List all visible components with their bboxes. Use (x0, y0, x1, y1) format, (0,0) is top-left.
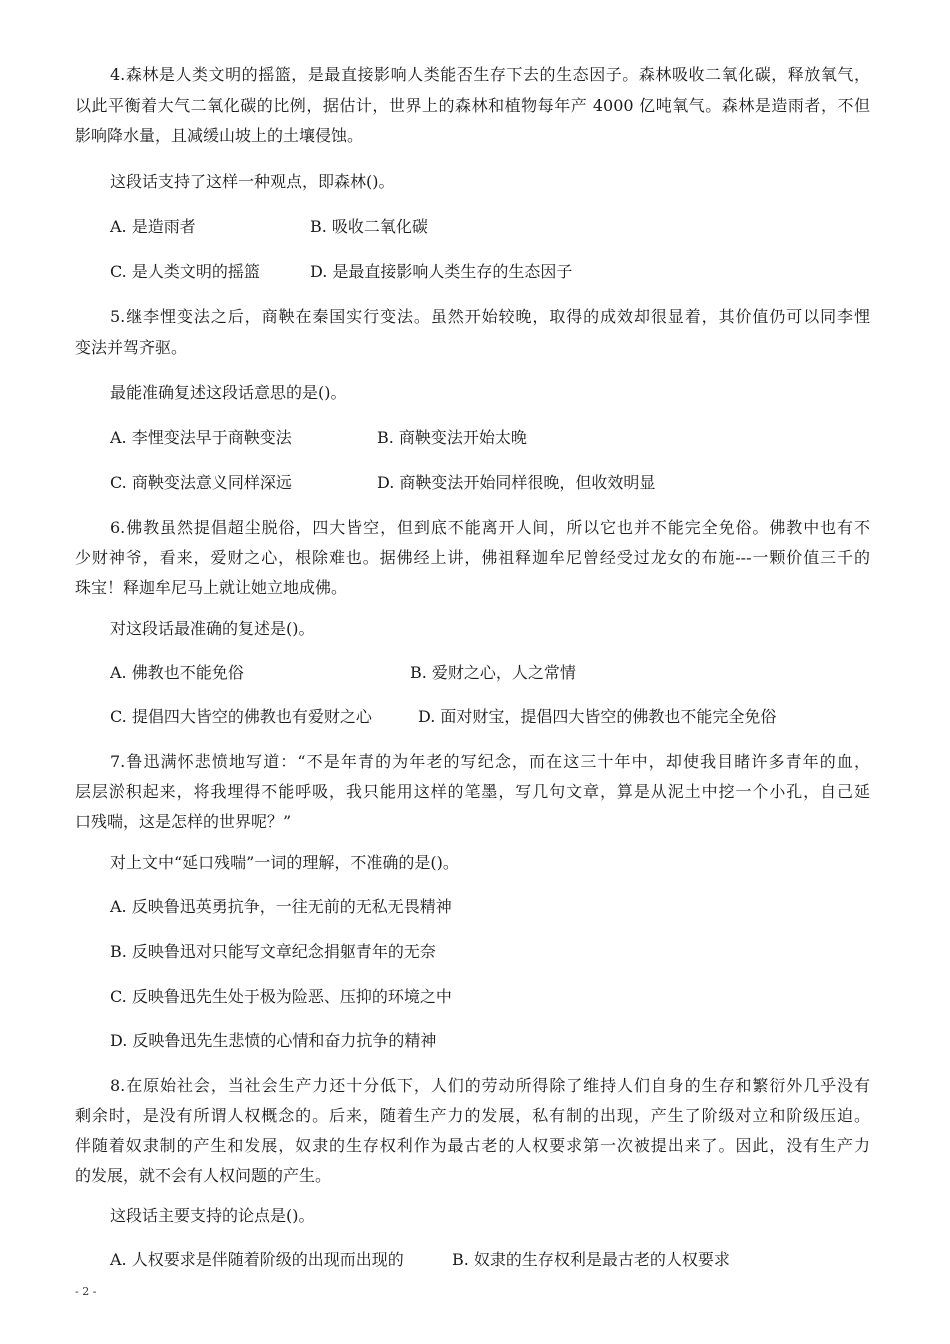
q6-prompt: 对这段话最准确的复述是()。 (110, 619, 315, 638)
q8-option-b: B. 奴隶的生存权利是最古老的人权要求 (452, 1250, 730, 1269)
q4-line-3: 影响降水量，且减缓山坡上的土壤侵蚀。 (75, 126, 364, 145)
q5-option-c: C. 商鞅变法意义同样深远 (110, 473, 292, 492)
q4-option-c: C. 是人类文明的摇篮 (110, 262, 260, 281)
q6-option-b: B. 爱财之心，人之常情 (410, 663, 576, 682)
q8-line-1: 8.在原始社会，当社会生产力还十分低下，人们的劳动所得除了维持人们自身的生存和繁衍外几乎没有 (110, 1076, 870, 1095)
q4-option-a: A. 是造雨者 (110, 217, 196, 236)
q5-line-2: 变法并驾齐驱。 (75, 338, 188, 357)
q6-line-3: 珠宝！释迦牟尼马上就让她立地成佛。 (75, 578, 348, 597)
q5-option-b: B. 商鞅变法开始太晚 (377, 428, 527, 447)
q6-option-d: D. 面对财宝，提倡四大皆空的佛教也不能完全免俗 (418, 707, 777, 726)
q5-prompt: 最能准确复述这段话意思的是()。 (110, 383, 347, 402)
q8-prompt: 这段话主要支持的论点是()。 (110, 1206, 315, 1225)
q6-option-c: C. 提倡四大皆空的佛教也有爱财之心 (110, 707, 372, 726)
q7-line-1: 7.鲁迅满怀悲愤地写道：“不是年青的为年老的写纪念，而在这三十年中，却使我目睹许多青年的血， (110, 752, 870, 771)
q8-option-a: A. 人权要求是伴随着阶级的出现而出现的 (110, 1250, 404, 1269)
q7-option-c: C. 反映鲁迅先生处于极为险恶、压抑的环境之中 (110, 987, 452, 1006)
q5-option-a: A. 李悝变法早于商鞅变法 (110, 428, 292, 447)
q4-option-d: D. 是最直接影响人类生存的生态因子 (310, 262, 573, 281)
q4-line-2: 以此平衡着大气二氧化碳的比例，据估计，世界上的森林和植物每年产 4000 亿吨氧气。森林是造雨者，不但 (75, 96, 870, 115)
q7-option-d: D. 反映鲁迅先生悲愤的心情和奋力抗争的精神 (110, 1031, 437, 1050)
q7-line-2: 层层淤积起来，将我埋得不能呼吸，我只能用这样的笔墨，写几句文章，算是从泥土中挖一个小孔，自己延 (75, 782, 870, 801)
q5-option-d: D. 商鞅变法开始同样很晚，但收效明显 (377, 473, 656, 492)
q8-line-2: 剩余时，是没有所谓人权概念的。后来，随着生产力的发展，私有制的出现，产生了阶级对立和阶级压迫。 (75, 1106, 870, 1125)
q6-line-2: 少财神爷，看来，爱财之心，根除难也。据佛经上讲，佛祖释迦牟尼曾经受过龙女的布施---一颗价值三千的 (75, 548, 870, 567)
q6-line-1: 6.佛教虽然提倡超尘脱俗，四大皆空，但到底不能离开人间，所以它也并不能完全免俗。佛教中也有不 (110, 518, 870, 537)
q4-prompt: 这段话支持了这样一种观点，即森林()。 (110, 172, 395, 191)
q4-option-b: B. 吸收二氧化碳 (310, 217, 428, 236)
q7-prompt: 对上文中“延口残喘”一词的理解，不准确的是()。 (110, 853, 459, 872)
q5-line-1: 5.继李悝变法之后，商鞅在秦国实行变法。虽然开始较晚，取得的成效却很显着，其价值仍可以同李悝 (110, 307, 870, 326)
page-number: - 2 - (75, 1285, 97, 1298)
q7-line-3: 口残喘，这是怎样的世界呢？” (75, 812, 292, 831)
q6-option-a: A. 佛教也不能免俗 (110, 663, 244, 682)
q7-option-b: B. 反映鲁迅对只能写文章纪念捐躯青年的无奈 (110, 942, 436, 961)
q7-option-a: A. 反映鲁迅英勇抗争，一往无前的无私无畏精神 (110, 897, 452, 916)
q8-line-4: 的发展，就不会有人权问题的产生。 (75, 1166, 332, 1185)
q4-line-1: 4.森林是人类文明的摇篮，是最直接影响人类能否生存下去的生态因子。森林吸收二氧化碳，释放氧气， (110, 65, 870, 84)
q8-line-3: 伴随着奴隶制的产生和发展，奴隶的生存权利作为最古老的人权要求第一次被提出来了。因此，没有生产力 (75, 1136, 870, 1155)
